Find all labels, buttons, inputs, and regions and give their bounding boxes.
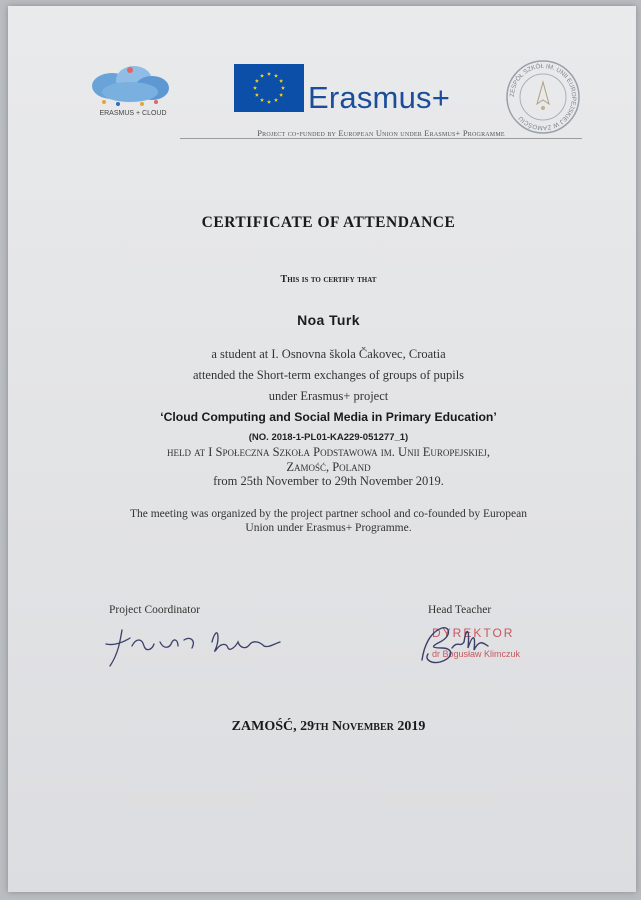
cloud-project-logo: [82, 62, 178, 124]
coordinator-label: Project Coordinator: [109, 604, 201, 616]
meeting-line-2: Union under Erasmus+ Programme.: [245, 522, 412, 534]
svg-text:ZESPÓŁ SZKÓŁ IM. UNII EUROPEJS: ZESPÓŁ SZKÓŁ IM. UNII EUROPEJSKIEJ W ZAMOŚCIU: [508, 62, 578, 132]
school-seal-icon: [504, 58, 582, 136]
project-intro-line: under Erasmus+ project: [268, 389, 389, 403]
exchange-line: attended the Short-term exchanges of groups of pupils: [192, 368, 465, 382]
footer-place-date: [8, 719, 641, 735]
meeting-line-1: The meeting was organized by the project partner school and co-founded by European: [129, 508, 528, 520]
dates-line: from 25th November to 29th November 2019.: [213, 474, 444, 488]
stamp-title: DYREKTOR: [432, 626, 515, 640]
head-teacher-signature-icon: [414, 618, 544, 668]
host-school-line: held at I Społeczna Szkoła Podstawowa im. Unii Europejskiej,: [167, 445, 490, 459]
certify-intro: This is to certify that: [280, 274, 377, 285]
student-school-line: a student at I. Osnovna škola Čakovec, Croatia: [211, 347, 446, 361]
certificate-paper: [8, 6, 636, 892]
footer-date: 29th November 2019: [300, 719, 426, 734]
header-divider: [180, 138, 582, 139]
eu-flag-icon: [234, 64, 304, 112]
cloud-icon: [82, 62, 178, 110]
student-name: Noa Turk: [297, 312, 360, 328]
host-location: Zamość, Poland: [286, 460, 371, 474]
stamp-name: dr Bogusław Klimczuk: [432, 649, 521, 659]
project-title: ‘Cloud Computing and Social Media in Primary Education’: [160, 410, 497, 424]
logo-caption: ERASMUS + CLOUD: [99, 110, 167, 117]
footer-place: ZAMOŚĆ,: [231, 719, 301, 734]
project-number: (NO. 2018-1-PL01-KA229-051277_1): [248, 432, 409, 443]
erasmus-wordmark: Erasmus+: [308, 80, 451, 115]
head-teacher-label: Head Teacher: [428, 604, 492, 616]
coordinator-signature-icon: [100, 624, 290, 674]
certificate-title: CERTIFICATE OF ATTENDANCE: [201, 214, 456, 231]
program-line: Project co-funded by European Union under Erasmus+ Programme: [257, 128, 505, 138]
